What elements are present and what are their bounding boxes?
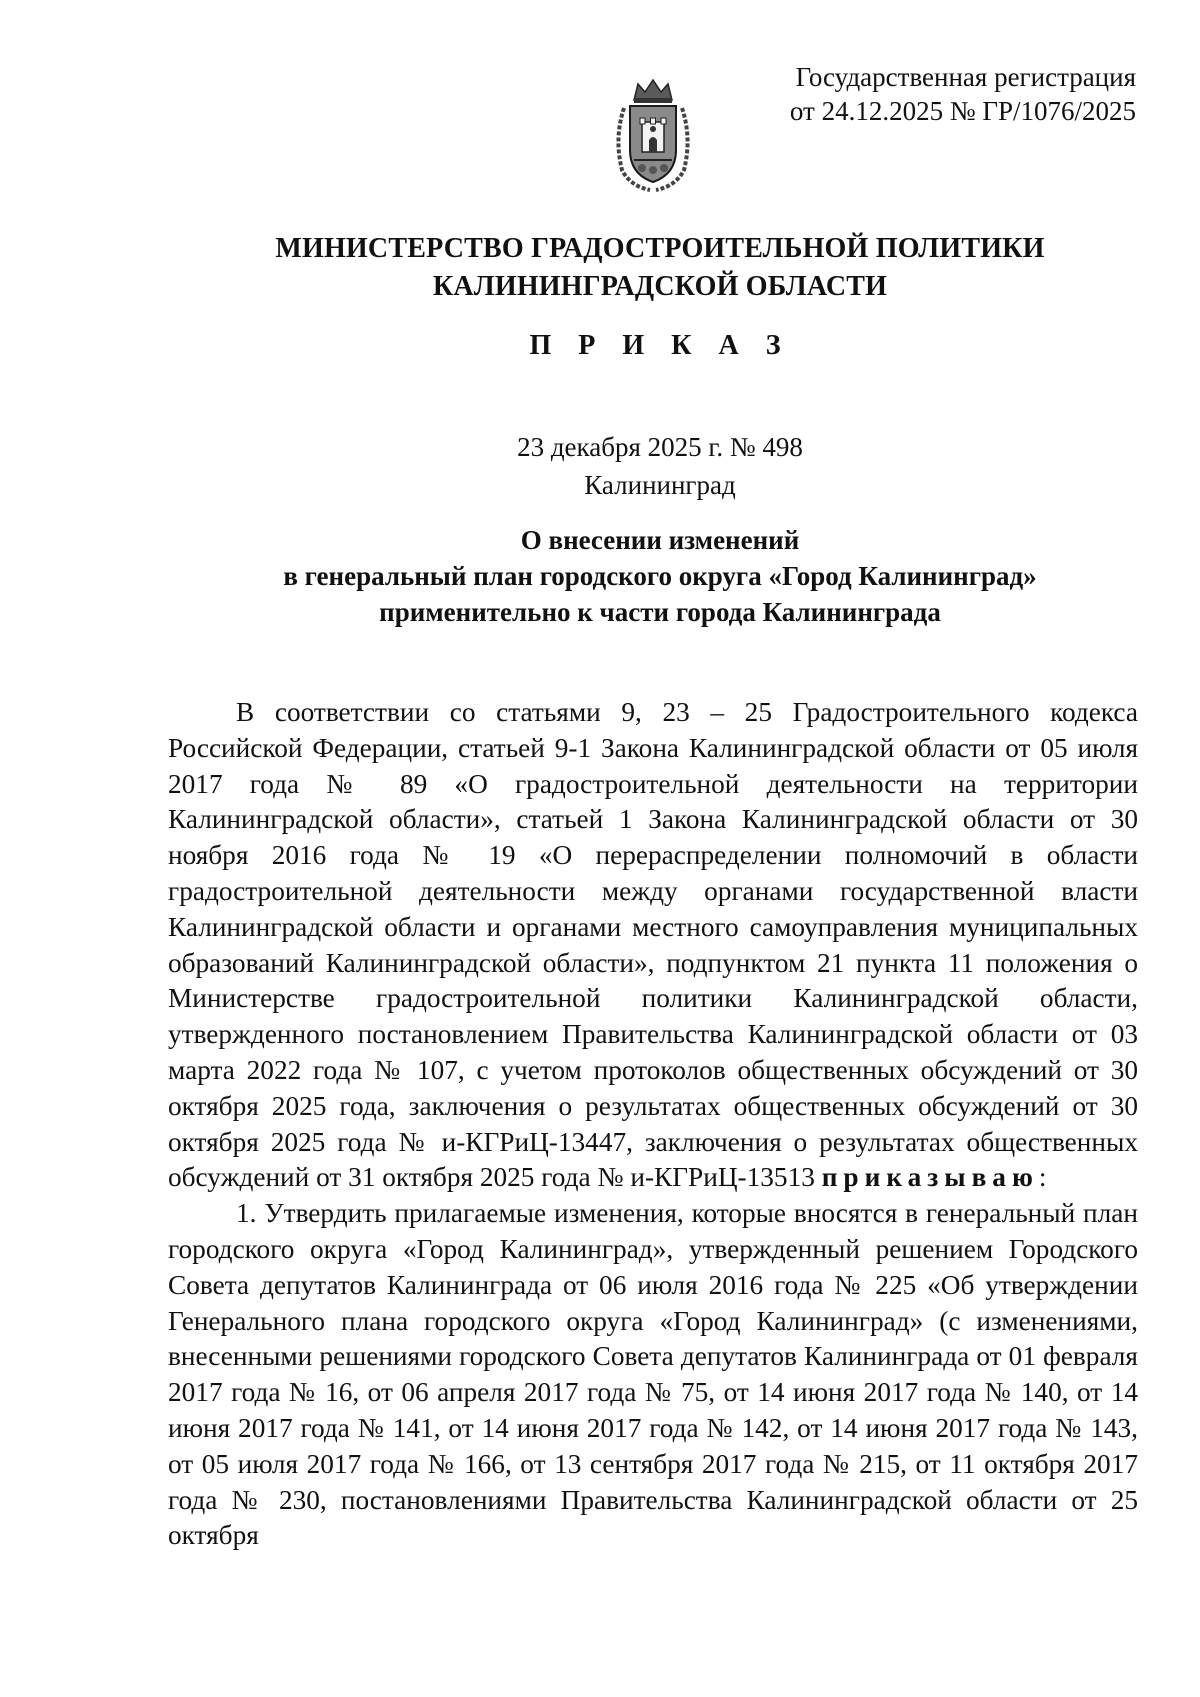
item-1-paragraph: 1. Утвердить прилагаемые изменения, которые вносятся в генеральный план городского округа «Город Калининград», утвержденный решением Городского Совета депутатов Калининграда от 06 июля 2016 года № 225 «Об утверждении Генерального плана городского округа «Город Калининград» (с изменениями, внесенными решениями городского Совета депутатов Калининграда от 01 февраля 2017 года № 16, от 06 апреля 2017 года № 75, от 14 июня 2017 года № 140, от 14 июня 2017 года № 141, от 14 июня 2017 года № 142, от 14 июня 2017 года № 143, от 05 июля 2017 года № 166, от 13 сентября 2017 года № 215, от 11 октября 2017 года № 230, постановлениями Правительства Калининградской области от 25 октября	[168, 1198, 1138, 1551]
registration-stamp	[790, 60, 1136, 128]
order-title-line-1: О внесении изменений	[520, 525, 800, 555]
coat-of-arms-icon	[612, 78, 694, 194]
ministry-line-1: МИНИСТЕРСТВО ГРАДОСТРОИТЕЛЬНОЙ ПОЛИТИКИ	[275, 233, 1045, 264]
order-place: Калининград	[584, 470, 736, 500]
preamble-colon: :	[1038, 1162, 1047, 1193]
order-title-line-2: в генеральный план городского округа «Город Калининград»	[283, 561, 1037, 591]
date-and-place	[120, 428, 1200, 504]
preamble-text: В соответствии со статьями 9, 23 – 25 Градостроительного кодекса Российской Федерации, статьей 9-1 Закона Калининградской области от 05 июля 2017 года № 89 «О градостроительной деятельности на территории Калининградской области», статьей 1 Закона Калининградской области от 30 ноября 2016 года № 19 «О перераспределении полномочий в области градостроительной деятельности между органами государственной власти Калининградской области и органами местного самоуправления муниципальных образований Калининградской области», подпунктом 21 пункта 11 положения о Министерстве градостроительной политики Калининградской области, утвержденного постановлением Правительства Калининградской области от 03 марта 2022 года № 107, с учетом протоколов общественных обсуждений от 30 октября 2025 года, заключения о результатах общественных обсуждений от 30 октября 2025 года № и-КГРиЦ-13447, заключения о результатах общественных обсуждений от 31 октября 2025 года № и-КГРиЦ-13513	[168, 697, 1138, 1193]
order-title-line-3: применительно к части города Калининграда	[379, 597, 941, 627]
ministry-line-2: КАЛИНИНГРАДСКОЙ ОБЛАСТИ	[432, 271, 888, 302]
registration-line-1: Государственная регистрация	[795, 62, 1136, 92]
registration-line-2: от 24.12.2025 № ГР/1076/2025	[789, 96, 1136, 126]
order-verb: приказываю	[821, 1162, 1039, 1193]
document-type: П Р И К А З	[529, 330, 791, 361]
order-title	[120, 522, 1200, 630]
ministry-heading	[120, 230, 1200, 306]
order-date-number: 23 декабря 2025 г. № 498	[517, 432, 803, 462]
preamble-paragraph	[168, 695, 1138, 1196]
order-body	[168, 695, 1138, 1554]
